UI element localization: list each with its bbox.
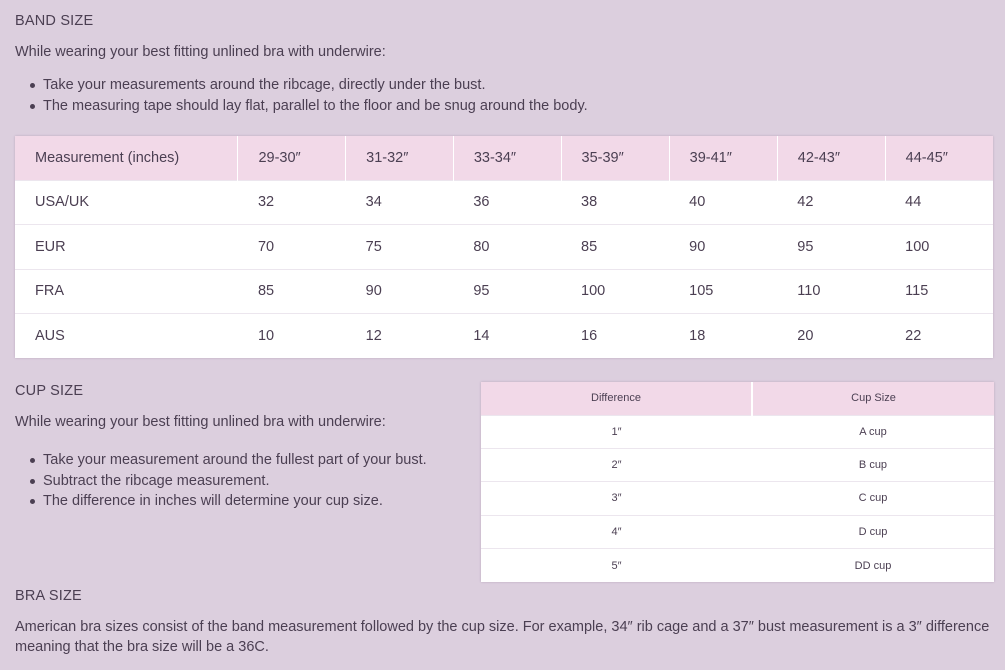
band-header-cell: 33-34″ [453,136,561,180]
table-cell: 80 [473,238,490,255]
band-table-header-row [15,136,993,180]
table-row [481,549,994,582]
cup-size-intro: While wearing your best fitting unlined bra with underwire: [15,414,386,430]
table-cell: 70 [257,238,275,255]
table-cell: 100 [905,238,930,255]
table-row [481,515,994,548]
table-cell: 10 [257,328,275,345]
table-cell: 110 [797,283,821,300]
table-row [15,314,993,359]
table-row [15,269,993,314]
bra-size-heading: BRA SIZE [15,588,82,604]
cup-bullet: Subtract the ribcage measurement. [15,471,427,492]
difference-cell: 4″ [611,525,622,538]
band-header-cell: 29-30″ [238,136,346,180]
table-row [481,415,994,448]
band-size-bullets [15,75,588,116]
cup-cell: D cup [858,525,888,538]
cup-size-bullets [15,450,427,512]
table-cell: 16 [581,328,598,345]
table-cell: 105 [689,283,714,300]
cup-table-header-row [481,382,994,415]
band-size-heading: BAND SIZE [15,13,94,29]
band-bullet: The measuring tape should lay flat, parallel to the floor and be snug around the body. [15,96,588,117]
band-size-intro: While wearing your best fitting unlined bra with underwire: [15,44,386,60]
table-cell: 18 [689,328,706,345]
cup-cell: A cup [859,425,887,438]
table-cell: 95 [473,283,490,300]
table-row [481,482,994,515]
table-cell: 12 [365,328,382,345]
bra-size-text: American bra sizes consist of the band measurement followed by the cup size. For example, 34″ rib cage and a 37″ bust measurement is a 3″ difference meaning that the bra size will be a 36C. [15,619,990,655]
row-label: USA/UK [35,194,89,211]
band-bullet: Take your measurements around the ribcage, directly under the bust. [15,75,588,96]
table-cell: 40 [689,194,706,211]
difference-cell: 3″ [611,492,622,505]
table-row [15,180,993,225]
table-row [481,448,994,481]
table-cell: 22 [905,328,922,345]
table-cell: 14 [473,328,490,345]
cup-header-cup-size: Cup Size [851,392,896,405]
table-cell: 100 [581,283,606,300]
table-cell: 34 [365,194,382,211]
table-cell: 38 [581,194,598,211]
band-header-measurement: Measurement (inches) [15,136,238,180]
cup-cell: DD cup [854,559,892,572]
table-cell: 32 [257,194,275,211]
table-cell: 115 [905,283,929,300]
table-row [15,225,993,270]
band-header-cell: 39-41″ [669,136,777,180]
band-header-cell: 44-45″ [905,149,948,166]
table-cell: 85 [581,238,598,255]
row-label: EUR [35,238,66,255]
difference-cell: 1″ [611,425,622,438]
cup-size-table [481,382,994,582]
table-cell: 36 [473,194,490,211]
row-label: FRA [35,283,64,300]
cup-cell: C cup [858,492,888,505]
table-cell: 42 [797,194,814,211]
cup-cell: B cup [858,459,888,472]
cup-header-difference: Difference [481,382,752,415]
row-label: AUS [35,328,65,345]
table-cell: 90 [689,238,706,255]
difference-cell: 5″ [611,559,622,572]
band-header-cell: 31-32″ [346,136,454,180]
cup-bullet: The difference in inches will determine your cup size. [15,491,427,512]
table-cell: 44 [905,194,922,211]
band-header-cell: 35-39″ [561,136,669,180]
table-cell: 90 [365,283,382,300]
table-cell: 85 [257,283,275,300]
table-cell: 20 [797,328,814,345]
difference-cell: 2″ [611,459,622,472]
cup-size-heading: CUP SIZE [15,383,84,399]
band-size-table [15,136,993,358]
table-cell: 95 [797,238,814,255]
cup-bullet: Take your measurement around the fullest part of your bust. [15,450,427,471]
band-header-cell: 42-43″ [777,136,885,180]
table-cell: 75 [365,238,382,255]
